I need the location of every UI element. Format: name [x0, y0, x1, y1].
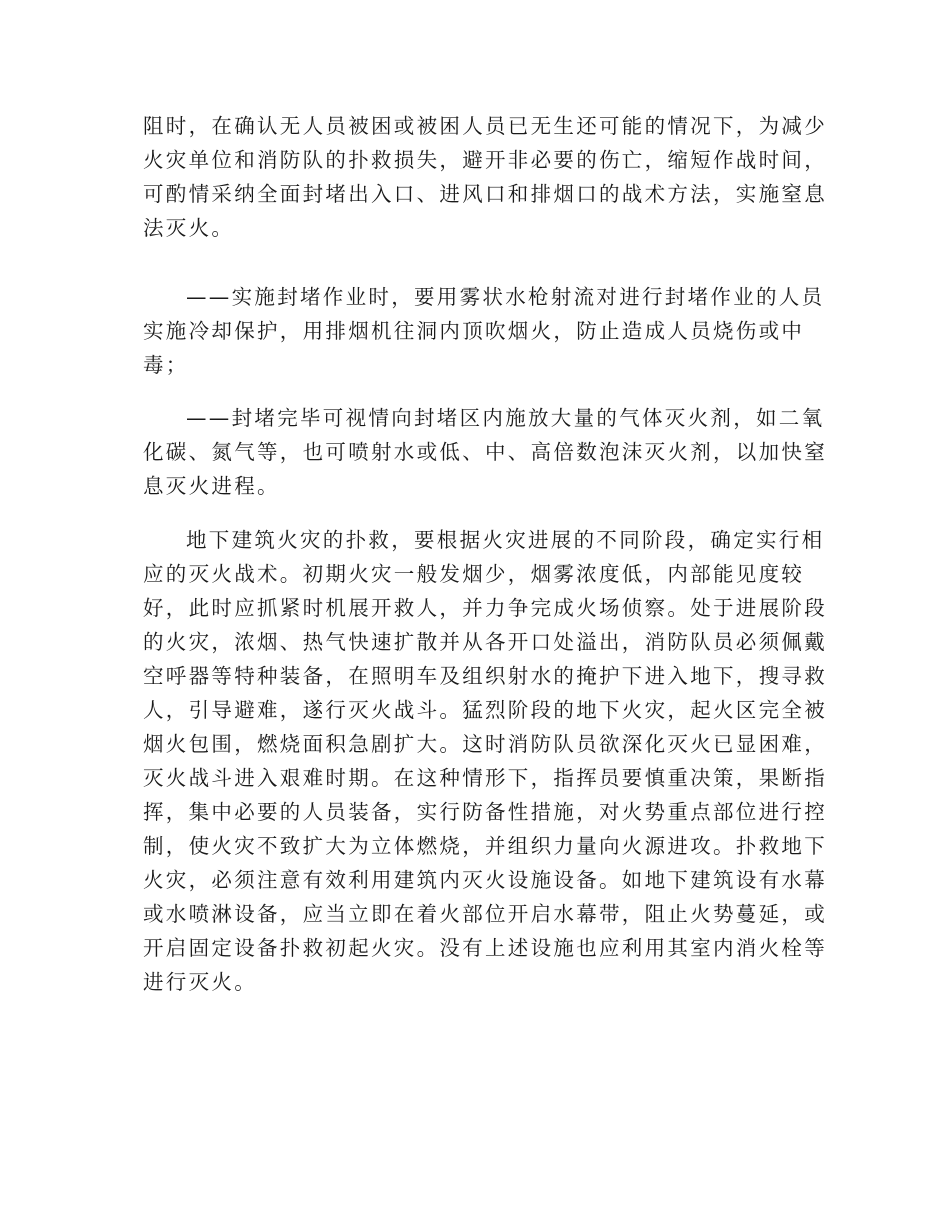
text-line: 烟火包围，燃烧面积急剧扩大。这时消防队员欲深化灭火已显困难，	[143, 732, 827, 756]
text-line: ——封堵完毕可视情向封堵区内施放大量的气体灭火剂，如二氧	[186, 406, 825, 430]
text-line: 进行灭火。	[143, 970, 257, 994]
text-line: 挥，集中必要的人员装备，实行防备性措施，对火势重点部位进行控	[143, 800, 827, 824]
text-line: 化碳、氮气等，也可喷射水或低、中、高倍数泡沫灭火剂，以加快窒	[143, 440, 827, 464]
text-line: 好，此时应抓紧时机展开救人，并力争完成火场侦察。处于进展阶段	[143, 596, 827, 620]
text-line: 法灭火。	[143, 216, 235, 240]
paragraph-2	[143, 280, 825, 382]
text-line: 火灾单位和消防队的扑救损失，避开非必要的伤亡，缩短作战时间，	[143, 148, 827, 172]
text-line: 空呼器等特种装备，在照明车及组织射水的掩护下进入地下，搜寻救	[143, 664, 827, 688]
text-line: 的火灾，浓烟、热气快速扩散并从各开口处溢出，消防队员必须佩戴	[143, 630, 827, 654]
text-line: ——实施封堵作业时，要用雾状水枪射流对进行封堵作业的人员	[186, 285, 825, 309]
text-line: 火灾，必须注意有效利用建筑内灭火设施设备。如地下建筑设有水幕	[143, 868, 827, 892]
text-line: 应的灭火战术。初期火灾一般发烟少，烟雾浓度低，内部能见度较	[143, 562, 805, 586]
text-line: 息灭火进程。	[143, 474, 280, 498]
text-line: 开启固定设备扑救初起火灾。没有上述设施也应利用其室内消火栓等	[143, 936, 827, 960]
paragraph-3	[143, 401, 827, 503]
text-line: 人，引导避难，遂行灭火战斗。猛烈阶段的地下火灾，起火区完全被	[143, 698, 827, 722]
text-line: 或水喷淋设备，应当立即在着火部位开启水幕带，阻止火势蔓延，或	[143, 902, 827, 926]
text-line: 毒；	[143, 353, 189, 377]
paragraph-4	[143, 523, 827, 999]
text-line: 阻时，在确认无人员被困或被困人员已无生还可能的情况下，为减少	[143, 114, 827, 138]
text-line: 可酌情采纳全面封堵出入口、进风口和排烟口的战术方法，实施窒息	[143, 182, 827, 206]
text-line: 地下建筑火灾的扑救，要根据火灾进展的不同阶段，确定实行相	[186, 528, 825, 552]
text-line: 实施冷却保护，用排烟机往洞内顶吹烟火，防止造成人员烧伤或中	[143, 319, 805, 343]
text-line: 灭火战斗进入艰难时期。在这种情形下，指挥员要慎重决策，果断指	[143, 766, 827, 790]
paragraph-1	[143, 109, 827, 245]
text-line: 制，使火灾不致扩大为立体燃烧，并组织力量向火源进攻。扑救地下	[143, 834, 827, 858]
